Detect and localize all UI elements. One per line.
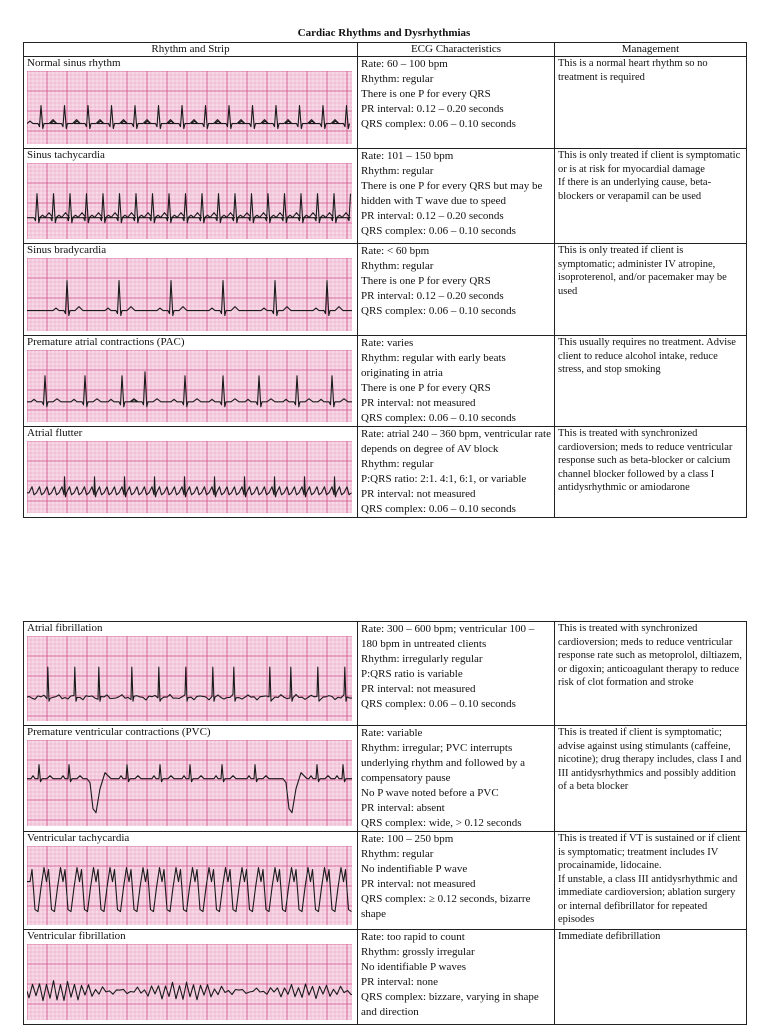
ecg-characteristics: Rate: 100 – 250 bpm Rhythm: regular No indentifiable P wave PR interval: not measured QRS complex: ≥ 0.12 seconds, bizarre shape: [358, 832, 555, 930]
ecg-characteristics: Rate: variable Rhythm: irregular; PVC interrupts underlying rhythm and followed by a compensatory pause No P wave noted before a PVC PR interval: absent QRS complex: wide, > 0.12 seconds: [358, 726, 555, 832]
table-row: [24, 149, 747, 244]
ecg-characteristics: Rate: 300 – 600 bpm; ventricular 100 – 180 bpm in untreated clients Rhythm: irregularly regular P:QRS ratio is variable PR interval: not measured QRS complex: 0.06 – 0.10 seconds: [358, 622, 555, 726]
rhythm-name: Sinus tachycardia: [27, 149, 105, 161]
table-row: [24, 622, 747, 726]
table-row: [24, 726, 747, 832]
rhythm-name: Normal sinus rhythm: [27, 57, 121, 69]
ecg-strip-ventricular-fibrillation: [27, 944, 352, 1020]
ecg-strip-sinus-tachycardia: [27, 163, 352, 239]
page-title: Cardiac Rhythms and Dysrhythmias: [297, 27, 471, 39]
rhythm-name: Atrial flutter: [27, 427, 83, 439]
rhythm-name: Atrial fibrillation: [27, 622, 103, 634]
ecg-strip-sinus-bradycardia: [27, 258, 352, 331]
management: This is only treated if client is symptomatic or is at risk for myocardial damage If there is an underlying cause, beta-blockers or verapamil can be used: [555, 149, 747, 244]
management: This usually requires no treatment. Advise client to reduce alcohol intake, reduce stress, and stop smoking: [555, 336, 747, 427]
ecg-characteristics: Rate: 60 – 100 bpm Rhythm: regular There is one P for every QRS PR interval: 0.12 – 0.20 seconds QRS complex: 0.06 – 0.10 seconds: [358, 57, 555, 149]
table-header-row: [24, 43, 747, 57]
table-row: [24, 57, 747, 149]
rhythm-name: Premature atrial contractions (PAC): [27, 336, 185, 348]
ecg-characteristics: Rate: 101 – 150 bpm Rhythm: regular There is one P for every QRS but may be hidden with T wave due to speed PR interval: 0.12 – 0.20 seconds QRS complex: 0.06 – 0.10 seconds: [358, 149, 555, 244]
ecg-strip-pvc: [27, 740, 352, 826]
ecg-strip-atrial-flutter: [27, 441, 352, 513]
table-row: [24, 336, 747, 427]
rhythm-name: Ventricular fibrillation: [27, 930, 126, 942]
ecg-characteristics: Rate: varies Rhythm: regular with early beats originating in atria There is one P for every QRS PR interval: not measured QRS complex: 0.06 – 0.10 seconds: [358, 336, 555, 427]
header-management: Management: [555, 43, 747, 57]
management: This is treated if VT is sustained or if client is symptomatic; treatment includes IV procainamide, lidocaine. If unstable, a class III antidysrhythmic and immediate cardioversion; ablation surgery or internal defibrillator for repeated episodes: [555, 832, 747, 930]
ecg-characteristics: Rate: < 60 bpm Rhythm: regular There is one P for every QRS PR interval: 0.12 – 0.20 seconds QRS complex: 0.06 – 0.10 seconds: [358, 244, 555, 336]
header-rhythm: Rhythm and Strip: [24, 43, 358, 57]
rhythm-name: Sinus bradycardia: [27, 244, 107, 256]
table-row: [24, 930, 747, 1025]
ecg-strip-pac: [27, 350, 352, 422]
management: This is treated with synchronized cardioversion; meds to reduce ventricular response rate such as metoprolol, diltiazem, or digoxin; anticoagulant therapy to reduce risk of clot formation and stroke: [555, 622, 747, 726]
management: This is treated with synchronized cardioversion; meds to reduce ventricular response such as beta-blocker or calcium channel blocker followed by a class I antidysrhythmic or amiodarone: [555, 427, 747, 518]
rhythm-name: Premature ventricular contractions (PVC): [27, 726, 211, 738]
rhythm-table-1: [23, 42, 747, 518]
header-ecg: ECG Characteristics: [358, 43, 555, 57]
table-row: [24, 832, 747, 930]
ecg-strip-atrial-fibrillation: [27, 636, 352, 721]
rhythm-name: Ventricular tachycardia: [27, 832, 130, 844]
ecg-characteristics: Rate: atrial 240 – 360 bpm, ventricular rate depends on degree of AV block Rhythm: regular P:QRS ratio: 2:1. 4:1, 6:1, or variable PR interval: not measured QRS complex: 0.06 – 0.10 seconds: [358, 427, 555, 518]
management: This is only treated if client is symptomatic; administer IV atropine, isoproterenol, and/or pacemaker may be used: [555, 244, 747, 336]
rhythm-table-2: [23, 621, 747, 1025]
management: This is a normal heart rhythm so no treatment is required: [555, 57, 747, 149]
table-row: [24, 427, 747, 518]
management: Immediate defibrillation: [555, 930, 747, 1025]
management: This is treated if client is symptomatic; advise against using stimulants (caffeine, nicotine); drug therapy includes, class I and III antidysrhythmics and possibly addition of a beta blocker: [555, 726, 747, 832]
ecg-strip-normal-sinus: [27, 71, 352, 144]
table-row: [24, 244, 747, 336]
ecg-characteristics: Rate: too rapid to count Rhythm: grossly irregular No identifiable P waves PR interval: none QRS complex: bizzare, varying in shape and direction: [358, 930, 555, 1025]
ecg-strip-ventricular-tachycardia: [27, 846, 352, 925]
